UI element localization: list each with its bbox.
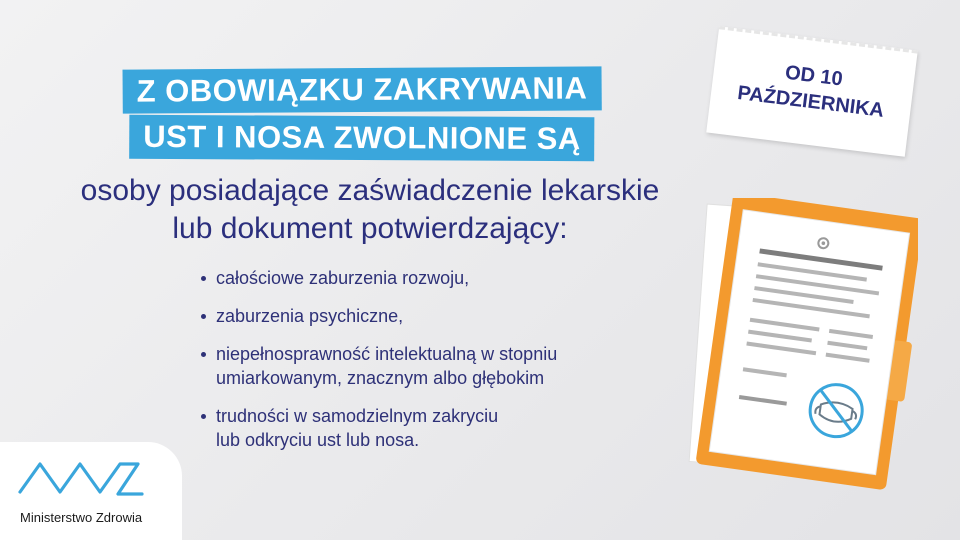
criteria-list (198, 266, 668, 466)
date-note-line-2: PAŹDZIERNIKA (736, 82, 886, 122)
list-item-line: całościowe zaburzenia rozwoju, (216, 268, 470, 288)
list-item-line: zaburzenia psychiczne, (216, 306, 404, 326)
subtitle-line-1: osoby posiadające zaświadczenie lekarskie (80, 174, 660, 207)
date-note-line-1: OD 10 (783, 61, 844, 91)
list-item (198, 342, 668, 390)
list-item-line: lub odkryciu ust lub nosa. (216, 430, 420, 450)
list-item (198, 404, 668, 452)
ministry-logo-icon (18, 454, 158, 506)
list-item-line: umiarkowanym, znacznym albo głębokim (216, 368, 545, 388)
list-item (198, 266, 668, 290)
headline-line-2: UST I NOSA ZWOLNIONE SĄ (129, 115, 595, 161)
headline-line-1: Z OBOWIĄZKU ZAKRYWANIA (123, 66, 602, 113)
list-item (198, 304, 668, 328)
logo-panel (0, 442, 182, 540)
medical-document-icon (668, 198, 918, 498)
list-item-line: trudności w samodzielnym zakryciu (216, 406, 499, 426)
subtitle-line-2: lub dokument potwierdzający: (172, 212, 568, 245)
list-item-line: niepełnosprawność intelektualną w stopniu (216, 344, 558, 364)
logo-text: Ministerstwo Zdrowia (20, 510, 143, 525)
date-note (706, 26, 918, 157)
